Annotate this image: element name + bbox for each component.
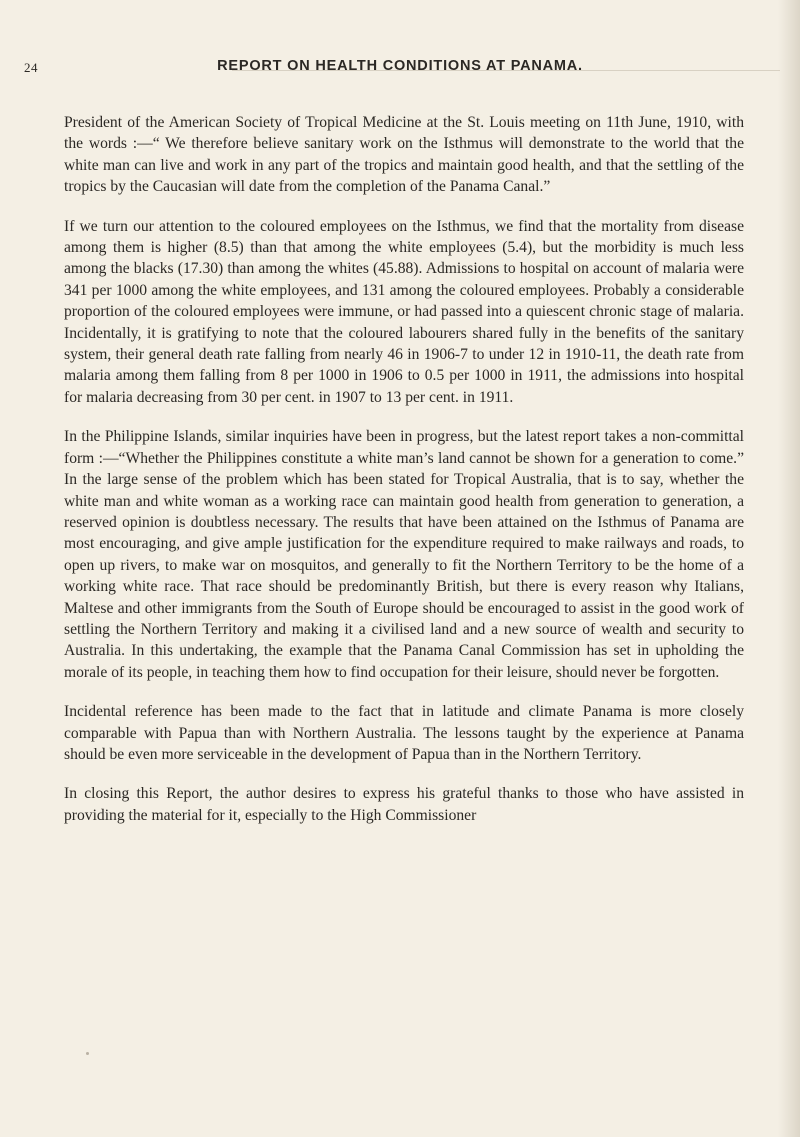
running-title: REPORT ON HEALTH CONDITIONS AT PANAMA. — [217, 58, 583, 74]
paper-speck — [86, 1052, 89, 1055]
body-text — [64, 112, 744, 844]
paragraph-continuation: President of the American Society of Tropical Medicine at the St. Louis meeting on 11th June, 1910, with the words :—“ We therefore believe sanitary work on the Isthmus will demonstrate to the world that the white man can live and work in any part of the tropics and maintain good health, and that the settling of the tropics by the Caucasian will date from the completion of the Panama Canal.” — [64, 114, 744, 196]
paragraph-philippine-islands: In the Philippine Islands, similar inquiries have been in progress, but the latest report takes a non-committal form :—“Whether the Philippines constitute a white man’s land cannot be shown for a generation to come.” In the large sense of the problem which has been stated for Tropical Australia, that is to say, whether the white man and white woman as a working race can maintain good health from generation to generation, a reserved opinion is doubtless necessary. The results that have been attained on the Isthmus of Panama are most encouraging, and give ample justification for the expenditure required to make railways and roads, to open up rivers, to make war on mosquitos, and generally to fit the Northern Territory to be the home of a working white race. That race should be predominantly British, but there is every reason why Italians, Maltese and other immigrants from the South of Europe should be encouraged to assist in the good work of settling the Northern Territory and making it a civilised land and a new source of wealth and security to Australia. In this undertaking, the example that the Panama Canal Commission has set in upholding the morale of its people, in teaching them how to find occupation for their leisure, should never be forgotten. — [64, 428, 744, 681]
paragraph-closing: In closing this Report, the author desires to express his grateful thanks to those who have assisted in providing the material for it, especially to the High Commissioner — [64, 785, 744, 824]
page-edge-shadow — [778, 0, 800, 1137]
page-number: 24 — [24, 60, 38, 75]
page-header — [0, 56, 800, 80]
paragraph-papua-comparison: Incidental reference has been made to the fact that in latitude and climate Panama is more closely comparable with Papua than with Northern Australia. The lessons taught by the experience at Panama should be even more serviceable in the development of Papua than in the Northern Territory. — [64, 703, 744, 763]
paragraph-coloured-employees: If we turn our attention to the coloured employees on the Isthmus, we find that the mortality from disease among them is higher (8.5) than that among the white employees (5.4), but the morbidity is much less among the blacks (17.30) than among the whites (45.88). Admissions to hospital on account of malaria were 341 per 1000 among the white employees, and 131 among the coloured employees. Probably a considerable proportion of the coloured employees were immune, or had passed into a quiescent chronic stage of malaria. Incidentally, it is gratifying to note that the coloured labourers shared fully in the benefits of the sanitary system, their general death rate falling from nearly 46 in 1906-7 to under 12 in 1910-11, the death rate from malaria among them falling from 8 per 1000 in 1906 to 0.5 per 1000 in 1911, the admissions into hospital for malaria decreasing from 30 per cent. in 1907 to 13 per cent. in 1911. — [64, 217, 744, 406]
